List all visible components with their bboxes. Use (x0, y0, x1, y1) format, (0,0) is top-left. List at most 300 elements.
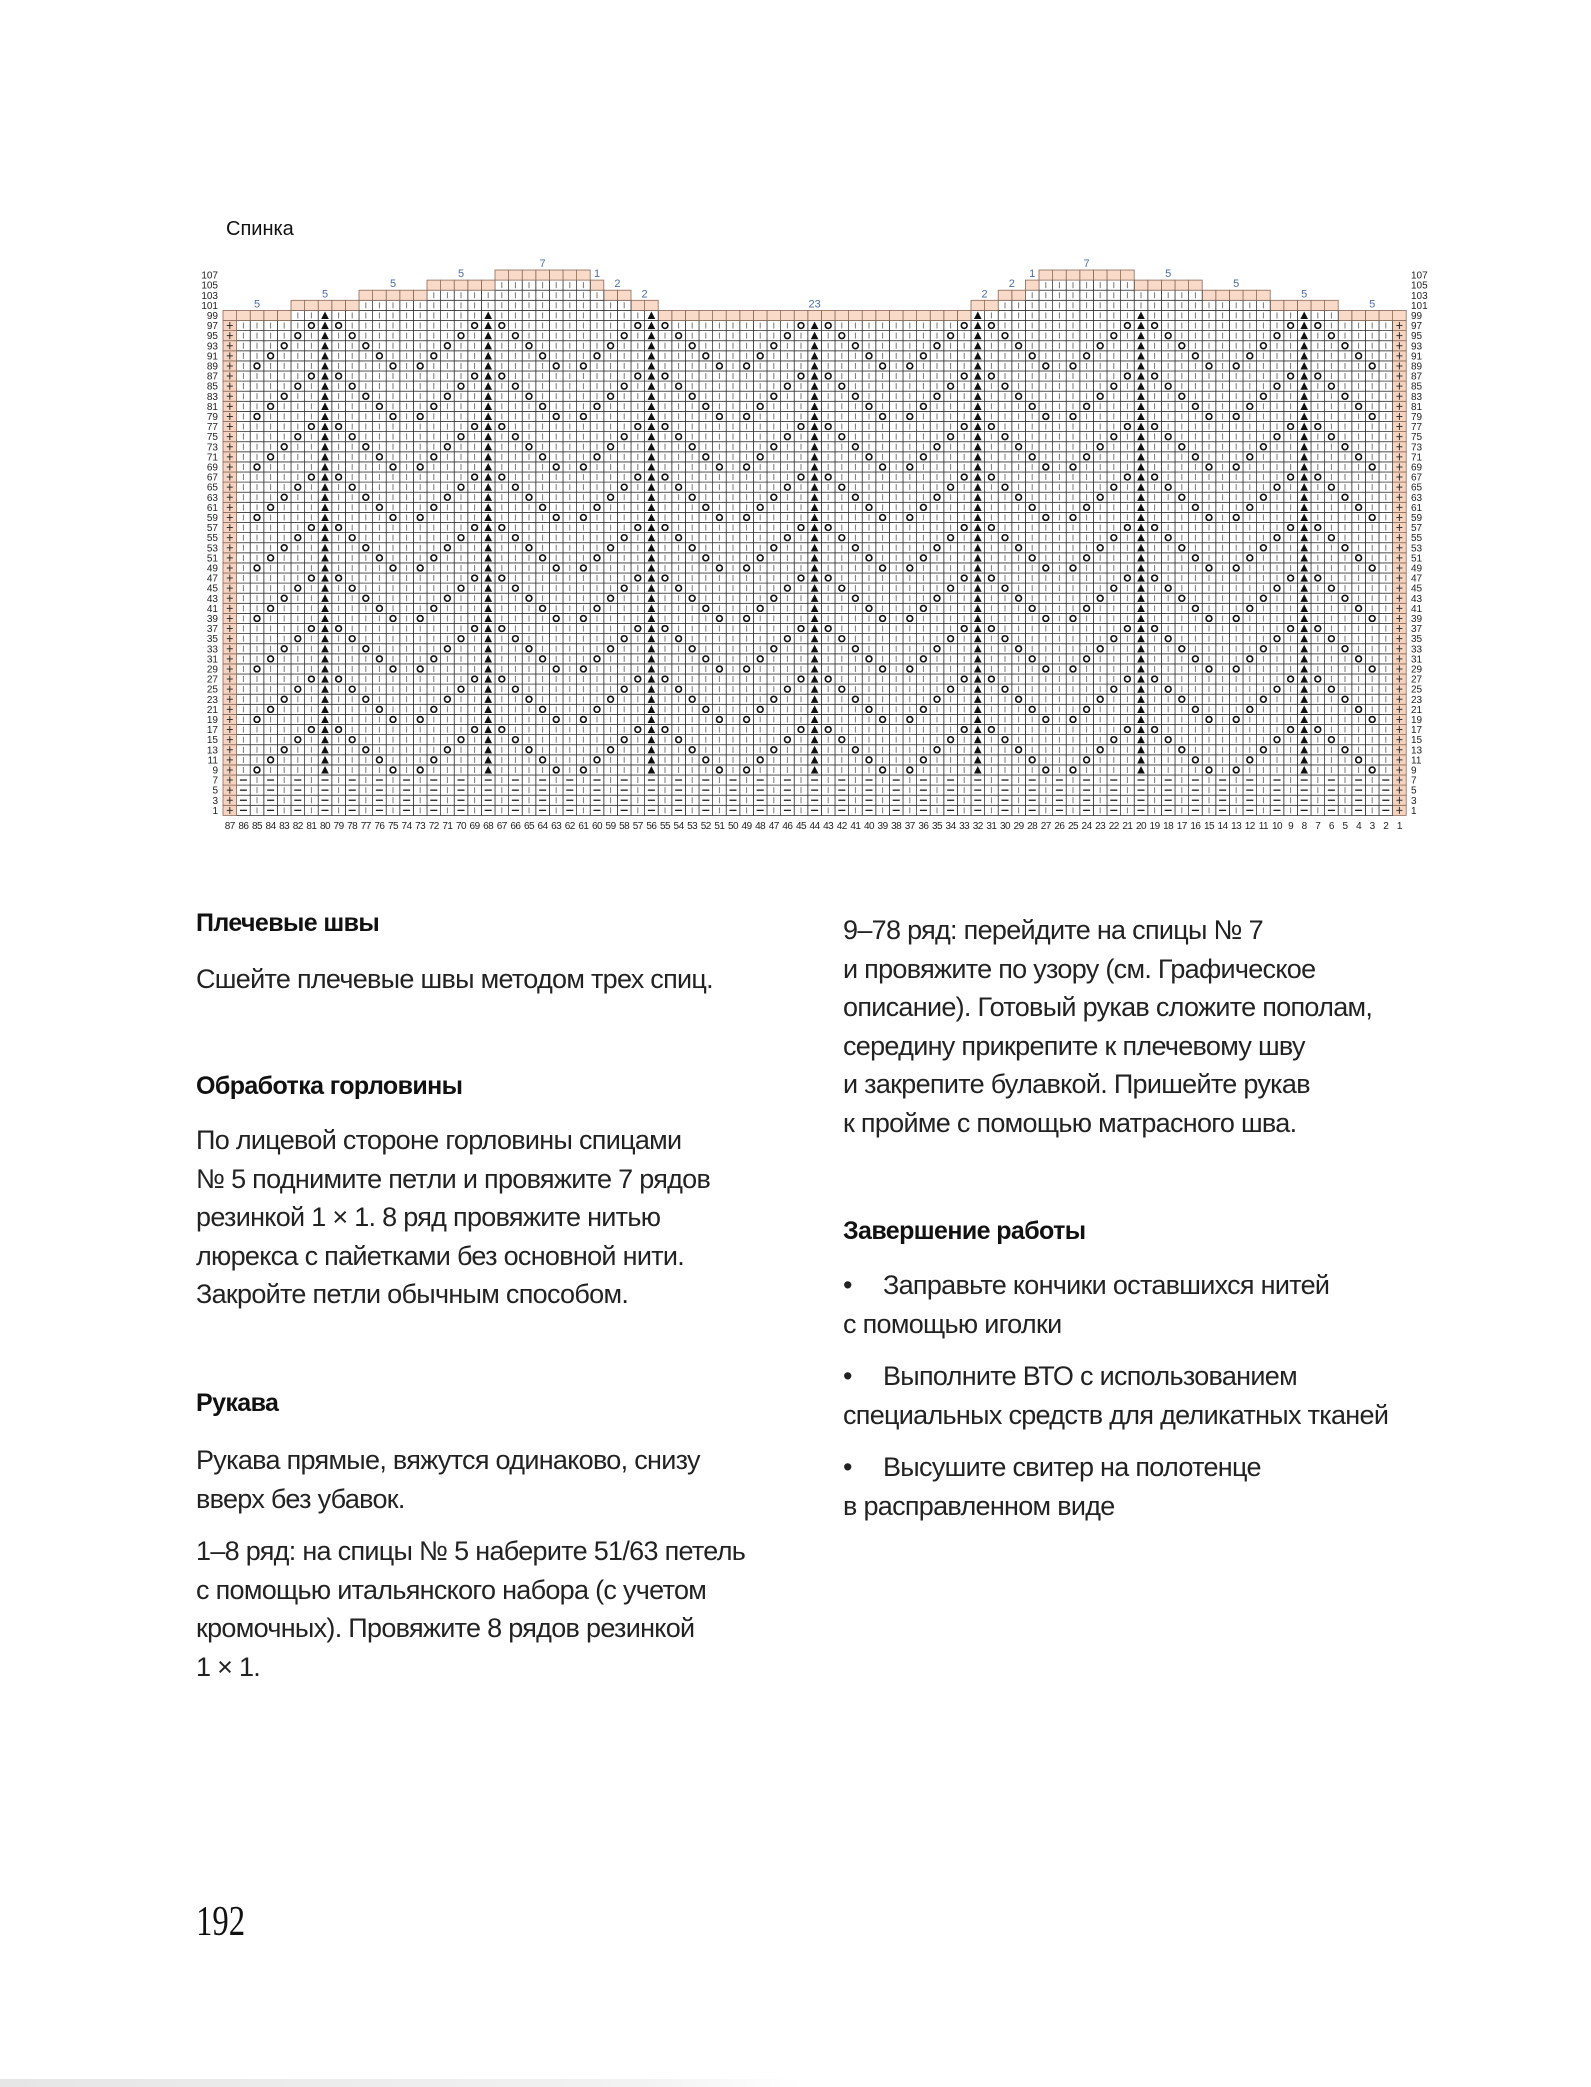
yarn-over-icon (1179, 646, 1185, 652)
yarn-over-icon (540, 605, 546, 611)
yarn-over-icon (608, 595, 614, 601)
yarn-over-icon (431, 656, 437, 662)
yarn-over-icon (1356, 605, 1362, 611)
yarn-over-icon (1274, 686, 1280, 692)
yarn-over-icon (1084, 656, 1090, 662)
yarn-over-icon (907, 717, 913, 723)
yarn-over-icon (1002, 636, 1008, 642)
yarn-over-icon (961, 676, 967, 682)
yarn-over-icon (594, 757, 600, 763)
yarn-over-icon (526, 595, 532, 601)
yarn-over-icon (921, 605, 927, 611)
yarn-over-icon (349, 585, 355, 591)
yarn-over-icon (1043, 666, 1049, 672)
yarn-over-icon (1261, 545, 1267, 551)
yarn-over-icon (825, 727, 831, 733)
yarn-over-icon (390, 666, 396, 672)
yarn-over-icon (744, 666, 750, 672)
yarn-over-icon (1342, 595, 1348, 601)
yarn-over-icon (254, 616, 260, 622)
yarn-over-icon (961, 727, 967, 733)
yarn-over-icon (662, 525, 668, 531)
yarn-over-icon (1097, 545, 1103, 551)
yarn-over-icon (771, 595, 777, 601)
yarn-over-icon (1329, 535, 1335, 541)
yarn-over-icon (757, 706, 763, 712)
yarn-over-icon (1261, 747, 1267, 753)
yarn-over-icon (961, 525, 967, 531)
yarn-over-icon (295, 636, 301, 642)
yarn-over-icon (445, 595, 451, 601)
knitting-chart (0, 0, 1591, 850)
yarn-over-icon (1070, 565, 1076, 571)
yarn-over-icon (989, 626, 995, 632)
yarn-over-icon (703, 706, 709, 712)
yarn-over-icon (390, 717, 396, 723)
yarn-over-icon (336, 575, 342, 581)
yarn-over-icon (309, 727, 315, 733)
yarn-over-icon (934, 696, 940, 702)
yarn-over-icon (853, 545, 859, 551)
yarn-over-icon (1125, 575, 1131, 581)
yarn-over-icon (1288, 525, 1294, 531)
yarn-over-icon (281, 747, 287, 753)
yarn-over-icon (880, 767, 886, 773)
yarn-over-icon (1315, 727, 1321, 733)
yarn-over-icon (771, 747, 777, 753)
yarn-over-icon (254, 565, 260, 571)
yarn-over-icon (295, 686, 301, 692)
yarn-over-icon (1288, 676, 1294, 682)
yarn-over-icon (1002, 686, 1008, 692)
yarn-over-icon (254, 767, 260, 773)
yarn-over-icon (635, 676, 641, 682)
yarn-over-icon (948, 585, 954, 591)
yarn-over-icon (921, 757, 927, 763)
yarn-over-icon (785, 585, 791, 591)
yarn-over-icon (866, 757, 872, 763)
yarn-over-icon (948, 737, 954, 743)
yarn-over-icon (1369, 565, 1375, 571)
yarn-over-icon (934, 747, 940, 753)
yarn-over-icon (798, 626, 804, 632)
yarn-over-icon (472, 676, 478, 682)
yarn-over-icon (336, 626, 342, 632)
yarn-over-icon (621, 535, 627, 541)
yarn-over-icon (1247, 555, 1253, 561)
yarn-over-icon (1206, 616, 1212, 622)
yarn-over-icon (431, 555, 437, 561)
yarn-over-icon (989, 575, 995, 581)
yarn-over-icon (866, 605, 872, 611)
yarn-over-icon (839, 535, 845, 541)
yarn-over-icon (934, 646, 940, 652)
yarn-over-icon (1179, 595, 1185, 601)
yarn-over-icon (771, 646, 777, 652)
yarn-over-icon (689, 696, 695, 702)
yarn-over-icon (1165, 636, 1171, 642)
yarn-over-icon (1152, 727, 1158, 733)
yarn-over-icon (390, 565, 396, 571)
yarn-over-icon (1356, 555, 1362, 561)
yarn-over-icon (472, 727, 478, 733)
chart-title: Спинка (226, 218, 294, 240)
yarn-over-icon (445, 545, 451, 551)
yarn-over-icon (1329, 585, 1335, 591)
yarn-over-icon (961, 626, 967, 632)
yarn-over-icon (635, 575, 641, 581)
yarn-over-icon (553, 616, 559, 622)
yarn-over-icon (390, 767, 396, 773)
yarn-over-icon (621, 585, 627, 591)
yarn-over-icon (1193, 605, 1199, 611)
yarn-over-icon (281, 545, 287, 551)
yarn-over-icon (1288, 727, 1294, 733)
yarn-over-icon (363, 595, 369, 601)
yarn-over-icon (281, 646, 287, 652)
yarn-over-icon (662, 727, 668, 733)
yarn-over-icon (825, 575, 831, 581)
yarn-over-icon (1111, 585, 1117, 591)
yarn-over-icon (1125, 676, 1131, 682)
yarn-over-icon (377, 555, 383, 561)
yarn-over-icon (717, 616, 723, 622)
yarn-over-icon (513, 636, 519, 642)
yarn-over-icon (1111, 737, 1117, 743)
yarn-over-icon (689, 747, 695, 753)
yarn-over-icon (513, 585, 519, 591)
yarn-over-icon (553, 565, 559, 571)
yarn-over-icon (553, 666, 559, 672)
yarn-over-icon (581, 616, 587, 622)
yarn-over-icon (526, 545, 532, 551)
yarn-over-icon (880, 666, 886, 672)
yarn-over-icon (472, 626, 478, 632)
yarn-over-icon (581, 717, 587, 723)
yarn-over-icon (526, 646, 532, 652)
yarn-over-icon (853, 646, 859, 652)
yarn-over-icon (1193, 555, 1199, 561)
yarn-over-icon (635, 727, 641, 733)
yarn-over-icon (1125, 626, 1131, 632)
yarn-over-icon (635, 626, 641, 632)
yarn-over-icon (662, 575, 668, 581)
yarn-over-icon (513, 686, 519, 692)
yarn-over-icon (866, 706, 872, 712)
yarn-over-icon (1356, 706, 1362, 712)
yarn-over-icon (785, 535, 791, 541)
yarn-over-icon (853, 696, 859, 702)
yarn-over-icon (608, 747, 614, 753)
yarn-over-icon (349, 737, 355, 743)
yarn-over-icon (1043, 616, 1049, 622)
yarn-over-icon (499, 626, 505, 632)
yarn-over-icon (798, 727, 804, 733)
yarn-over-icon (1097, 595, 1103, 601)
yarn-over-icon (1315, 676, 1321, 682)
yarn-over-icon (513, 737, 519, 743)
yarn-over-icon (377, 706, 383, 712)
yarn-over-icon (1016, 696, 1022, 702)
yarn-over-icon (1247, 757, 1253, 763)
yarn-over-icon (581, 666, 587, 672)
yarn-over-icon (1315, 525, 1321, 531)
yarn-over-icon (499, 575, 505, 581)
yarn-over-icon (825, 525, 831, 531)
yarn-over-icon (676, 535, 682, 541)
yarn-over-icon (1193, 656, 1199, 662)
yarn-over-icon (717, 565, 723, 571)
yarn-over-icon (594, 706, 600, 712)
yarn-over-icon (1288, 626, 1294, 632)
yarn-over-icon (309, 575, 315, 581)
yarn-over-icon (1002, 737, 1008, 743)
yarn-over-icon (349, 686, 355, 692)
yarn-over-icon (1165, 686, 1171, 692)
yarn-over-icon (336, 676, 342, 682)
yarn-over-icon (458, 737, 464, 743)
yarn-over-icon (757, 555, 763, 561)
yarn-over-icon (717, 666, 723, 672)
yarn-over-icon (934, 545, 940, 551)
yarn-over-icon (581, 767, 587, 773)
yarn-over-icon (390, 616, 396, 622)
yarn-over-icon (621, 686, 627, 692)
yarn-over-icon (839, 636, 845, 642)
yarn-over-icon (1084, 757, 1090, 763)
yarn-over-icon (989, 525, 995, 531)
yarn-over-icon (907, 565, 913, 571)
yarn-over-icon (553, 717, 559, 723)
yarn-over-icon (839, 737, 845, 743)
yarn-over-icon (1179, 696, 1185, 702)
yarn-over-icon (1233, 767, 1239, 773)
yarn-over-icon (254, 666, 260, 672)
yarn-over-icon (417, 767, 423, 773)
yarn-over-icon (1097, 747, 1103, 753)
yarn-over-icon (254, 717, 260, 723)
yarn-over-icon (1342, 747, 1348, 753)
yarn-over-icon (1125, 525, 1131, 531)
yarn-over-icon (676, 636, 682, 642)
yarn-over-icon (1016, 646, 1022, 652)
yarn-over-icon (757, 656, 763, 662)
yarn-over-icon (1152, 525, 1158, 531)
yarn-over-icon (363, 747, 369, 753)
yarn-over-icon (281, 696, 287, 702)
yarn-over-icon (1165, 737, 1171, 743)
yarn-over-icon (825, 626, 831, 632)
yarn-over-icon (363, 545, 369, 551)
yarn-over-icon (703, 656, 709, 662)
yarn-over-icon (1084, 555, 1090, 561)
yarn-over-icon (1315, 575, 1321, 581)
yarn-over-icon (689, 545, 695, 551)
yarn-over-icon (1084, 605, 1090, 611)
yarn-over-icon (839, 585, 845, 591)
yarn-over-icon (757, 757, 763, 763)
yarn-over-icon (921, 656, 927, 662)
yarn-over-icon (1111, 636, 1117, 642)
yarn-over-icon (594, 605, 600, 611)
yarn-over-icon (458, 636, 464, 642)
yarn-over-icon (1261, 696, 1267, 702)
yarn-over-icon (1206, 717, 1212, 723)
yarn-over-icon (1369, 616, 1375, 622)
yarn-over-icon (268, 656, 274, 662)
yarn-over-icon (1342, 696, 1348, 702)
yarn-over-icon (1179, 545, 1185, 551)
yarn-over-icon (458, 585, 464, 591)
yarn-over-icon (676, 686, 682, 692)
yarn-over-icon (1193, 757, 1199, 763)
yarn-over-icon (268, 605, 274, 611)
yarn-over-icon (1274, 737, 1280, 743)
yarn-over-icon (771, 696, 777, 702)
yarn-over-icon (934, 595, 940, 601)
yarn-over-icon (866, 555, 872, 561)
yarn-over-icon (608, 696, 614, 702)
yarn-over-icon (703, 757, 709, 763)
yarn-over-icon (1356, 757, 1362, 763)
yarn-over-icon (581, 565, 587, 571)
yarn-over-icon (1029, 656, 1035, 662)
yarn-over-icon (1070, 767, 1076, 773)
yarn-over-icon (921, 555, 927, 561)
yarn-over-icon (771, 545, 777, 551)
yarn-over-icon (377, 656, 383, 662)
yarn-over-icon (553, 767, 559, 773)
yarn-over-icon (1342, 646, 1348, 652)
yarn-over-icon (1029, 757, 1035, 763)
yarn-over-icon (785, 686, 791, 692)
yarn-over-icon (1247, 656, 1253, 662)
yarn-over-icon (417, 717, 423, 723)
yarn-over-icon (621, 636, 627, 642)
yarn-over-icon (472, 575, 478, 581)
yarn-over-icon (594, 656, 600, 662)
yarn-over-icon (513, 535, 519, 541)
yarn-over-icon (948, 686, 954, 692)
yarn-over-icon (1274, 535, 1280, 541)
yarn-over-icon (1247, 706, 1253, 712)
yarn-over-icon (349, 636, 355, 642)
yarn-over-icon (1193, 706, 1199, 712)
chart-grid (223, 270, 1406, 815)
yarn-over-icon (798, 676, 804, 682)
yarn-over-icon (499, 676, 505, 682)
yarn-over-icon (1233, 565, 1239, 571)
yarn-over-icon (1084, 706, 1090, 712)
yarn-over-icon (662, 626, 668, 632)
yarn-over-icon (417, 666, 423, 672)
yarn-over-icon (349, 535, 355, 541)
yarn-over-icon (1111, 535, 1117, 541)
yarn-over-icon (880, 565, 886, 571)
yarn-over-icon (1206, 767, 1212, 773)
yarn-over-icon (268, 555, 274, 561)
yarn-over-icon (1016, 545, 1022, 551)
yarn-over-icon (907, 616, 913, 622)
yarn-over-icon (1356, 656, 1362, 662)
yarn-over-icon (921, 706, 927, 712)
yarn-over-icon (608, 646, 614, 652)
yarn-over-icon (417, 565, 423, 571)
yarn-over-icon (1288, 575, 1294, 581)
yarn-over-icon (1043, 717, 1049, 723)
yarn-over-icon (377, 605, 383, 611)
yarn-over-icon (1125, 727, 1131, 733)
yarn-over-icon (676, 585, 682, 591)
yarn-over-icon (907, 666, 913, 672)
yarn-over-icon (1070, 717, 1076, 723)
yarn-over-icon (798, 575, 804, 581)
yarn-over-icon (1043, 565, 1049, 571)
yarn-over-icon (458, 686, 464, 692)
yarn-over-icon (1097, 696, 1103, 702)
yarn-over-icon (309, 626, 315, 632)
yarn-over-icon (662, 676, 668, 682)
yarn-over-icon (1233, 616, 1239, 622)
yarn-over-icon (989, 676, 995, 682)
yarn-over-icon (526, 696, 532, 702)
yarn-over-icon (825, 676, 831, 682)
yarn-over-icon (295, 535, 301, 541)
yarn-over-icon (1206, 565, 1212, 571)
yarn-over-icon (1152, 676, 1158, 682)
yarn-over-icon (1369, 717, 1375, 723)
yarn-over-icon (445, 747, 451, 753)
yarn-over-icon (458, 535, 464, 541)
yarn-over-icon (1043, 767, 1049, 773)
yarn-over-icon (785, 737, 791, 743)
yarn-over-icon (309, 676, 315, 682)
yarn-over-icon (295, 737, 301, 743)
yarn-over-icon (689, 595, 695, 601)
yarn-over-icon (1261, 646, 1267, 652)
yarn-over-icon (281, 595, 287, 601)
yarn-over-icon (540, 656, 546, 662)
yarn-over-icon (417, 616, 423, 622)
yarn-over-icon (1070, 616, 1076, 622)
yarn-over-icon (1070, 666, 1076, 672)
yarn-over-icon (1261, 595, 1267, 601)
yarn-over-icon (989, 727, 995, 733)
yarn-over-icon (499, 727, 505, 733)
yarn-over-icon (526, 747, 532, 753)
yarn-over-icon (1369, 767, 1375, 773)
yarn-over-icon (377, 757, 383, 763)
yarn-over-icon (268, 757, 274, 763)
yarn-over-icon (445, 646, 451, 652)
yarn-over-icon (1233, 717, 1239, 723)
yarn-over-icon (744, 767, 750, 773)
yarn-over-icon (1029, 605, 1035, 611)
yarn-over-icon (1315, 626, 1321, 632)
yarn-over-icon (1029, 706, 1035, 712)
yarn-over-icon (540, 555, 546, 561)
yarn-over-icon (1247, 605, 1253, 611)
yarn-over-icon (594, 555, 600, 561)
yarn-over-icon (1179, 747, 1185, 753)
yarn-over-icon (268, 706, 274, 712)
yarn-over-icon (1152, 575, 1158, 581)
yarn-over-icon (445, 696, 451, 702)
yarn-over-icon (961, 575, 967, 581)
yarn-over-icon (907, 767, 913, 773)
yarn-over-icon (853, 595, 859, 601)
yarn-over-icon (431, 605, 437, 611)
